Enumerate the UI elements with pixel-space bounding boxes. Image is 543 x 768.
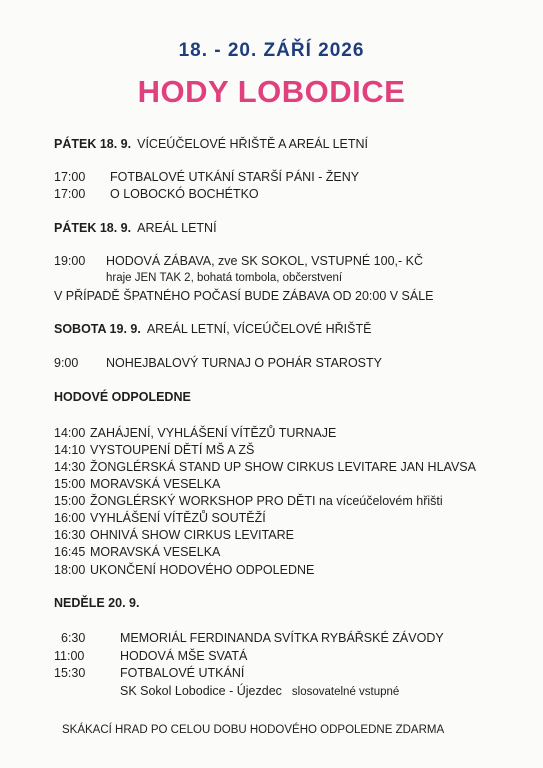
schedule-text: ZAHÁJENÍ, VYHLÁŠENÍ VÍTĚZŮ TURNAJE xyxy=(90,426,337,440)
schedule-time: 16:45 xyxy=(54,545,86,559)
saturday-section-heading xyxy=(54,322,371,336)
section-day: SOBOTA 19. 9. xyxy=(54,322,141,336)
schedule-text: VYHLÁŠENÍ VÍTĚZŮ SOUTĚŽÍ xyxy=(90,511,266,525)
friday-section-heading xyxy=(54,137,368,151)
sunday-section-heading xyxy=(54,596,139,610)
afternoon-section-heading xyxy=(54,390,191,404)
schedule-time: 17:00 xyxy=(54,187,86,201)
schedule-text: UKONČENÍ HODOVÉHO ODPOLEDNE xyxy=(90,563,315,577)
schedule-time: 14:30 xyxy=(54,460,86,474)
event-title: HODY LOBODICE xyxy=(137,74,406,109)
section-place: AREÁL LETNÍ, VÍCEÚČELOVÉ HŘIŠTĚ xyxy=(146,322,372,336)
section-place: AREÁL LETNÍ xyxy=(137,221,217,235)
section-day: PÁTEK 18. 9. xyxy=(54,137,132,151)
schedule-time: 9:00 xyxy=(54,356,79,370)
section-day: NEDĚLE 20. 9. xyxy=(54,596,140,610)
schedule-time: 19:00 xyxy=(54,254,86,268)
schedule-text: MORAVSKÁ VESELKA xyxy=(90,545,221,559)
schedule-time: 15:00 xyxy=(54,477,86,491)
footer-note: SKÁKACÍ HRAD PO CELOU DOBU HODOVÉHO ODPOLEDNE ZDARMA xyxy=(62,724,445,736)
event-date xyxy=(0,40,543,62)
schedule-text: ŽONGLÉRSKÝ WORKSHOP PRO DĚTI na víceúčelovém hřišti xyxy=(90,494,443,508)
schedule-text: OHNIVÁ SHOW CIRKUS LEVITARE xyxy=(90,528,294,542)
schedule-time: 18:00 xyxy=(54,563,86,577)
schedule-text: HODOVÁ ZÁBAVA, zve SK SOKOL, VSTUPNÉ 100,- KČ xyxy=(106,254,423,268)
friday-evening-heading xyxy=(54,221,217,235)
schedule-text: FOTBALOVÉ UTKÁNÍ xyxy=(120,666,245,680)
schedule-time: 16:30 xyxy=(54,528,86,542)
section-place: VÍCEÚČELOVÉ HŘIŠTĚ A AREÁL LETNÍ xyxy=(137,137,368,151)
section-day: PÁTEK 18. 9. xyxy=(54,221,132,235)
schedule-text: O LOBOCKÓ BOCHÉTKO xyxy=(110,187,259,201)
schedule-text: NOHEJBALOVÝ TURNAJ O POHÁR STAROSTY xyxy=(106,356,382,370)
schedule-time: 14:00 xyxy=(54,426,86,440)
weather-note: V PŘÍPADĚ ŠPATNÉHO POČASÍ BUDE ZÁBAVA OD 20:00 V SÁLE xyxy=(54,289,434,303)
schedule-text: HODOVÁ MŠE SVATÁ xyxy=(120,649,248,663)
schedule-text: ŽONGLÉRSKÁ STAND UP SHOW CIRKUS LEVITARE JAN HLAVSA xyxy=(90,460,476,474)
match-teams: SK Sokol Lobodice - Újezdec xyxy=(120,684,282,698)
schedule-time: 15:30 xyxy=(54,666,86,680)
schedule-text: FOTBALOVÉ UTKÁNÍ STARŠÍ PÁNI - ŽENY xyxy=(110,170,360,184)
schedule-text: MORAVSKÁ VESELKA xyxy=(90,477,221,491)
band-info: hraje JEN TAK 2, bohatá tombola, občerstvení xyxy=(106,272,343,284)
schedule-time: 6:30 xyxy=(61,631,86,645)
schedule-time: 17:00 xyxy=(54,170,86,184)
schedule-text: VYSTOUPENÍ DĚTÍ MŠ A ZŠ xyxy=(90,443,255,457)
schedule-time: 11:00 xyxy=(54,649,85,663)
section-title: HODOVÉ ODPOLEDNE xyxy=(54,390,191,404)
event-date-text: 18. - 20. ZÁŘÍ 2026 xyxy=(178,40,365,61)
match-entry-note: slosovatelné vstupné xyxy=(291,686,400,698)
match-teams-line xyxy=(120,684,399,698)
schedule-time: 15:00 xyxy=(54,494,86,508)
schedule-text: MEMORIÁL FERDINANDA SVÍTKA RYBÁŘSKÉ ZÁVODY xyxy=(120,631,444,645)
schedule-time: 14:10 xyxy=(54,443,86,457)
schedule-time: 16:00 xyxy=(54,511,86,525)
